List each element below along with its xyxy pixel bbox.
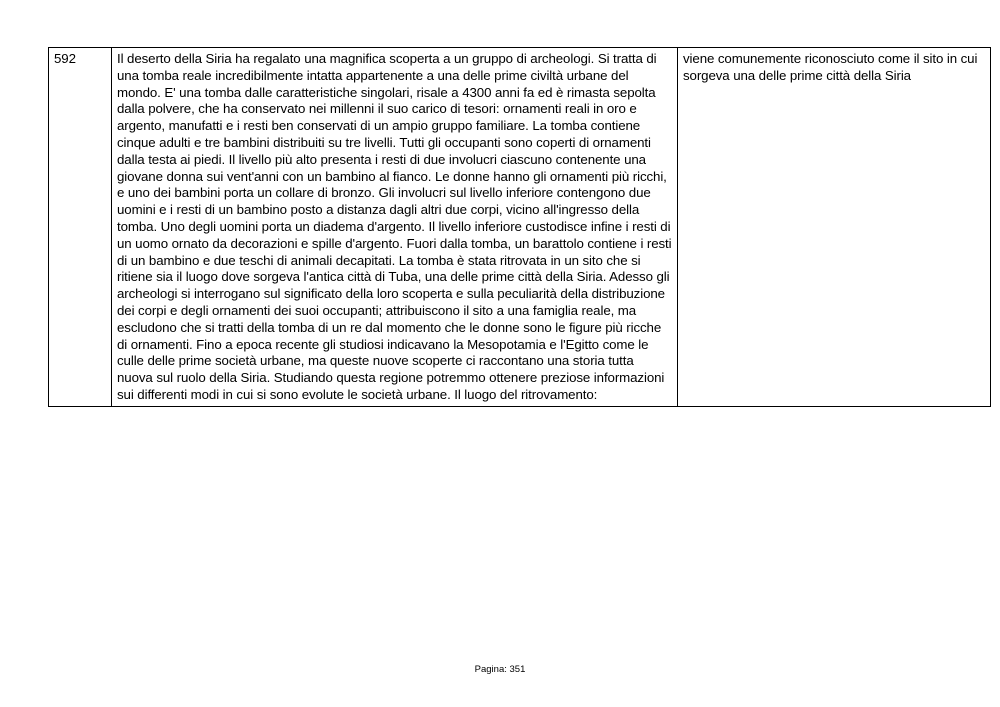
question-number: 592	[49, 48, 112, 407]
question-table	[48, 47, 991, 407]
question-text: Il deserto della Siria ha regalato una magnifica scoperta a un gruppo di archeologi. Si tratta di una tomba reale incredibilmente intatta appartenente a una delle prime civiltà urbane del mondo. E' una tomba dalle caratteristiche singolari, risale a 4300 anni fa ed è rimasta sepolta dalla polvere, che ha conservato nei millenni il suo carico di tesori: ornamenti reali in oro e argento, manufatti e i resti ben conservati di un ampio gruppo familiare. La tomba contiene cinque adulti e tre bambini distribuiti su tre livelli. Tutti gli occupanti sono coperti di ornamenti dalla testa ai piedi. Il livello più alto presenta i resti di due involucri ciascuno contenente una giovane donna sui vent'anni con un bambino al fianco. Le donne hanno gli ornamenti più ricchi, e uno dei bambini porta un collare di bronzo. Gli involucri sul livello inferiore contengono due uomini e i resti di un bambino posto a distanza dagli altri due corpi, vicino all'ingresso della tomba. Uno degli uomini porta un diadema d'argento. Il livello inferiore custodisce infine i resti di un uomo ornato da decorazioni e spille d'argento. Fuori dalla tomba, un barattolo contiene i resti di un bambino e due teschi di animali decapitati. La tomba è stata ritrovata in un sito che si ritiene sia il luogo dove sorgeva l'antica città di Tuba, una delle prime città della Siria. Adesso gli archeologi si interrogano sul significato della loro scoperta e sulla peculiarità della distribuzione dei corpi e degli ornamenti dei suoi occupanti; attribuiscono il sito a una famiglia reale, ma escludono che si tratti della tomba di un re dal momento che le donne sono le figure più ricche di ornamenti. Fino a epoca recente gli studiosi indicavano la Mesopotamia e l'Egitto come le culle delle prime società urbane, ma queste nuove scoperte ci raccontano una storia tutta nuova sul ruolo della Siria. Studiando questa regione potremmo ottenere preziose informazioni sui differenti modi in cui si sono evolute le società urbane. Il luogo del ritrovamento:	[112, 48, 678, 407]
page-number: Pagina: 351	[474, 664, 526, 675]
table-row	[49, 48, 991, 407]
answer-text: viene comunemente riconosciuto come il sito in cui sorgeva una delle prime città della Siria	[678, 48, 991, 407]
